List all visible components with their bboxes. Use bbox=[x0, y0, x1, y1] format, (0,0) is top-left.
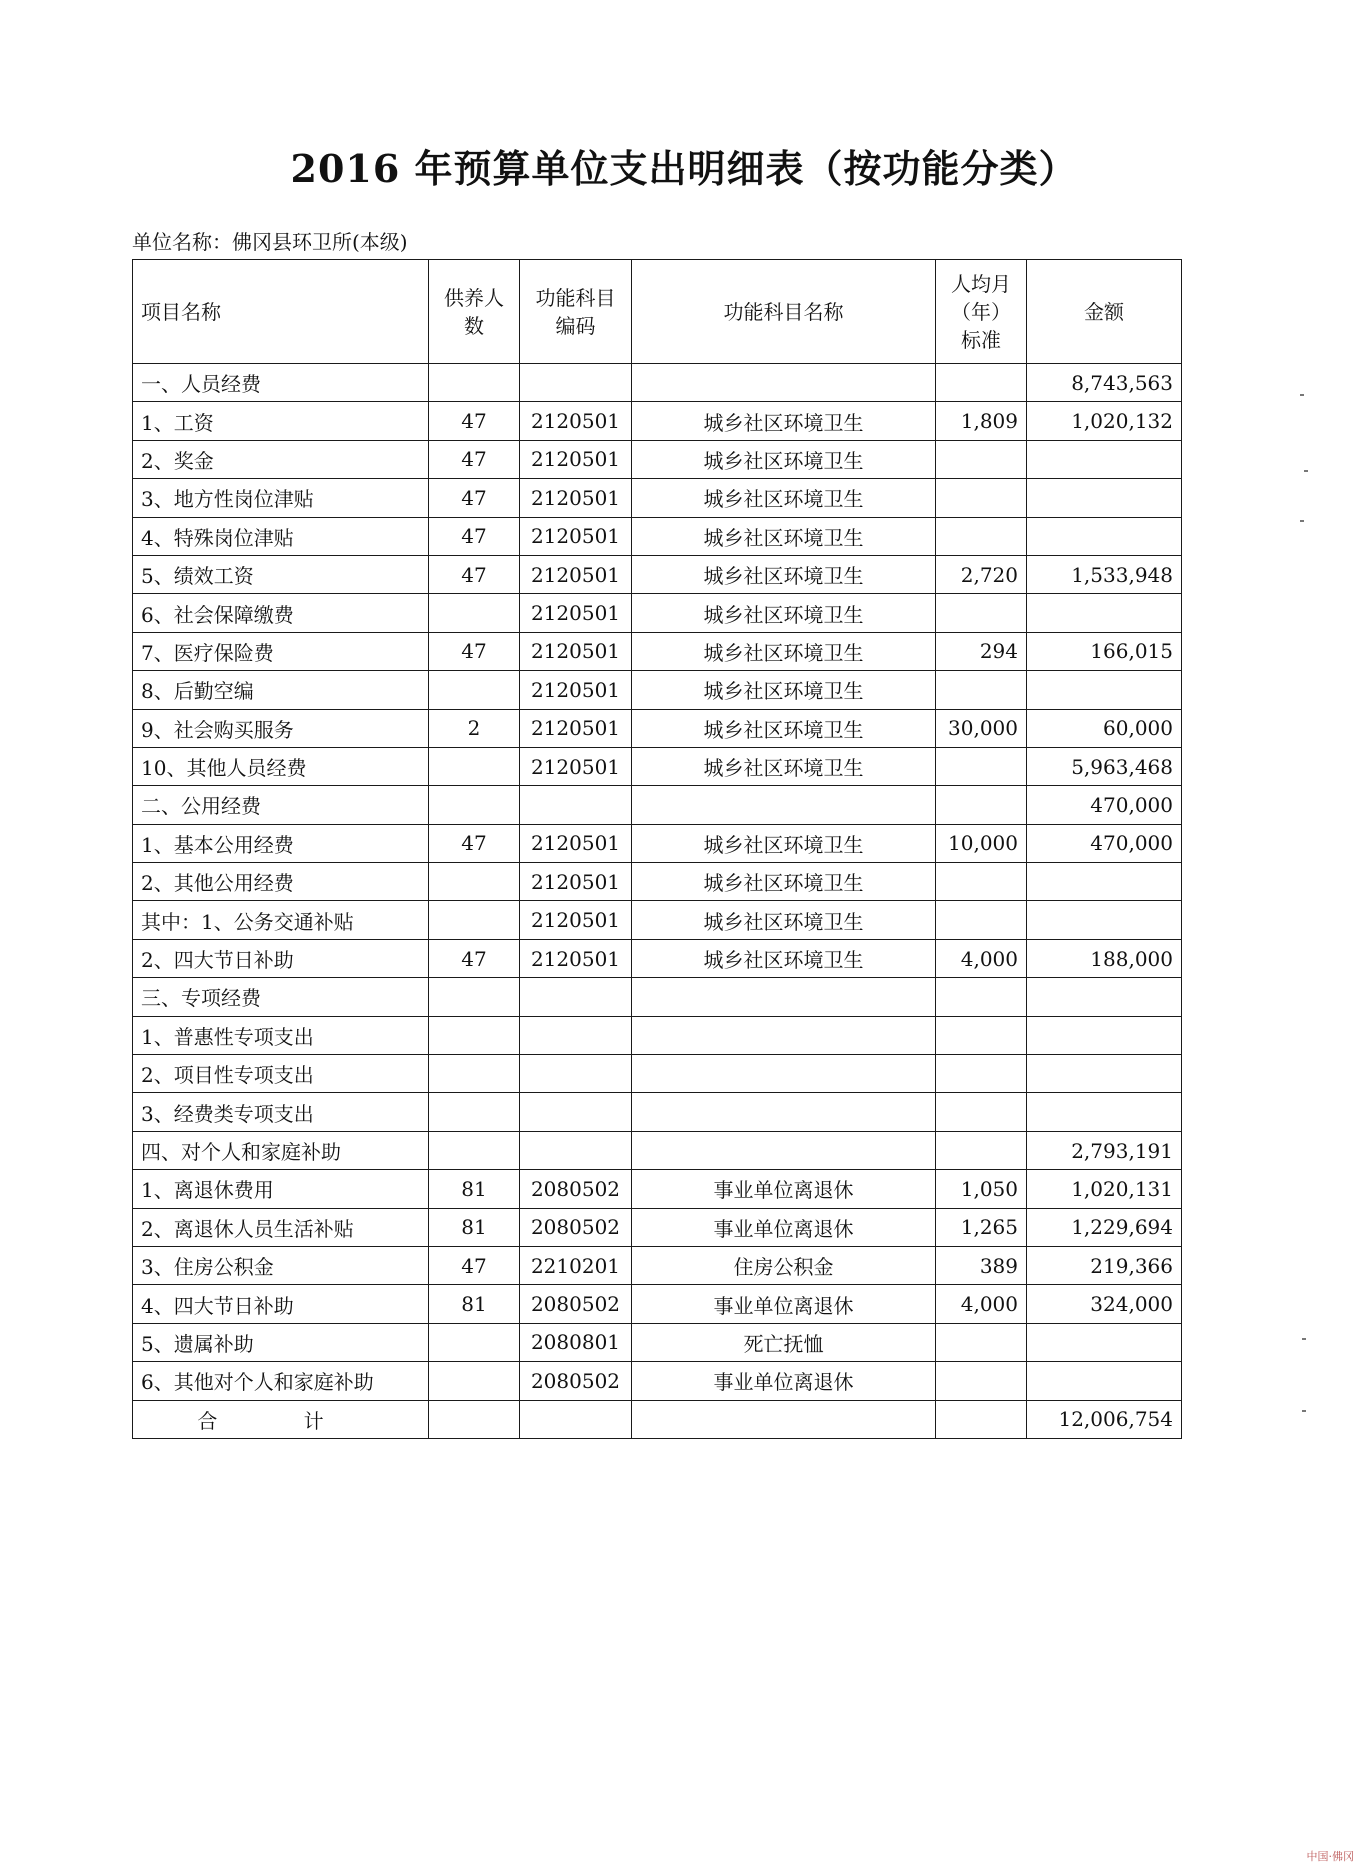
cell-amount bbox=[1027, 440, 1182, 478]
cell-standard bbox=[936, 517, 1027, 555]
cell-people bbox=[429, 747, 520, 785]
cell-func-code: 2120501 bbox=[520, 671, 632, 709]
cell-func-code: 2210201 bbox=[520, 1246, 632, 1284]
total-row bbox=[133, 1400, 1182, 1438]
cell-func-code bbox=[520, 364, 632, 402]
table-row bbox=[133, 1362, 1182, 1400]
cell-func-code: 2120501 bbox=[520, 709, 632, 747]
cell-amount bbox=[1027, 901, 1182, 939]
section-row bbox=[133, 1131, 1182, 1169]
cell-project-name: 4、四大节日补助 bbox=[133, 1285, 429, 1323]
cell-people: 2 bbox=[429, 709, 520, 747]
cell-project-name: 9、社会购买服务 bbox=[133, 709, 429, 747]
cell-amount: 5,963,468 bbox=[1027, 747, 1182, 785]
cell-func-name bbox=[632, 1055, 936, 1093]
cell-project-name: 四、对个人和家庭补助 bbox=[133, 1131, 429, 1169]
table-row bbox=[133, 1170, 1182, 1208]
cell-func-name: 城乡社区环境卫生 bbox=[632, 632, 936, 670]
cell-func-code: 2120501 bbox=[520, 747, 632, 785]
cell-func-code bbox=[520, 1131, 632, 1169]
cell-amount: 1,533,948 bbox=[1027, 555, 1182, 593]
cell-people: 47 bbox=[429, 479, 520, 517]
cell-standard: 30,000 bbox=[936, 709, 1027, 747]
cell-project-name: 10、其他人员经费 bbox=[133, 747, 429, 785]
cell-amount: 470,000 bbox=[1027, 824, 1182, 862]
header-people: 供养人数 bbox=[429, 260, 520, 364]
header-standard: 人均月（年）标准 bbox=[936, 260, 1027, 364]
cell-standard: 389 bbox=[936, 1246, 1027, 1284]
cell-people bbox=[429, 594, 520, 632]
cell-people bbox=[429, 978, 520, 1016]
cell-standard: 10,000 bbox=[936, 824, 1027, 862]
cell-func-name: 城乡社区环境卫生 bbox=[632, 440, 936, 478]
cell-standard: 1,265 bbox=[936, 1208, 1027, 1246]
cell-amount: 2,793,191 bbox=[1027, 1131, 1182, 1169]
cell-standard: 4,000 bbox=[936, 939, 1027, 977]
cell-amount: 1,229,694 bbox=[1027, 1208, 1182, 1246]
cell-func-code: 2080502 bbox=[520, 1208, 632, 1246]
cell-amount bbox=[1027, 594, 1182, 632]
cell-project-name: 8、后勤空编 bbox=[133, 671, 429, 709]
cell-func-name: 城乡社区环境卫生 bbox=[632, 901, 936, 939]
cell-func-name: 城乡社区环境卫生 bbox=[632, 594, 936, 632]
cell-func-name bbox=[632, 1093, 936, 1131]
cell-standard bbox=[936, 1093, 1027, 1131]
cell-people: 47 bbox=[429, 555, 520, 593]
cell-func-name: 城乡社区环境卫生 bbox=[632, 671, 936, 709]
table-header bbox=[133, 260, 1182, 364]
section-row bbox=[133, 978, 1182, 1016]
cell-project-name: 2、其他公用经费 bbox=[133, 863, 429, 901]
header-project-name: 项目名称 bbox=[133, 260, 429, 364]
cell-func-code: 2120501 bbox=[520, 632, 632, 670]
table-row bbox=[133, 863, 1182, 901]
table-row bbox=[133, 479, 1182, 517]
header-amount: 金额 bbox=[1027, 260, 1182, 364]
cell-func-name: 城乡社区环境卫生 bbox=[632, 402, 936, 440]
cell-people: 47 bbox=[429, 1246, 520, 1284]
cell-amount: 470,000 bbox=[1027, 786, 1182, 824]
table-row bbox=[133, 1055, 1182, 1093]
cell-amount bbox=[1027, 671, 1182, 709]
cell-project-name: 3、地方性岗位津贴 bbox=[133, 479, 429, 517]
cell-amount: 324,000 bbox=[1027, 1285, 1182, 1323]
cell-project-name: 3、经费类专项支出 bbox=[133, 1093, 429, 1131]
cell-func-code: 2120501 bbox=[520, 939, 632, 977]
cell-func-name: 城乡社区环境卫生 bbox=[632, 517, 936, 555]
cell-func-code: 2080801 bbox=[520, 1323, 632, 1361]
cell-project-name: 7、医疗保险费 bbox=[133, 632, 429, 670]
cell-project-name: 2、奖金 bbox=[133, 440, 429, 478]
cell-people: 81 bbox=[429, 1170, 520, 1208]
cell-func-name: 事业单位离退休 bbox=[632, 1285, 936, 1323]
total-func bbox=[632, 1400, 936, 1438]
cell-func-code bbox=[520, 786, 632, 824]
cell-standard bbox=[936, 747, 1027, 785]
cell-standard bbox=[936, 1323, 1027, 1361]
cell-people bbox=[429, 1093, 520, 1131]
cell-amount: 166,015 bbox=[1027, 632, 1182, 670]
cell-people bbox=[429, 1016, 520, 1054]
cell-standard bbox=[936, 1131, 1027, 1169]
cell-people bbox=[429, 1055, 520, 1093]
cell-project-name: 4、特殊岗位津贴 bbox=[133, 517, 429, 555]
table-row bbox=[133, 1016, 1182, 1054]
table-row bbox=[133, 671, 1182, 709]
cell-standard bbox=[936, 594, 1027, 632]
cell-func-name bbox=[632, 1016, 936, 1054]
cell-func-code: 2120501 bbox=[520, 517, 632, 555]
table-row bbox=[133, 747, 1182, 785]
cell-project-name: 3、住房公积金 bbox=[133, 1246, 429, 1284]
table-row bbox=[133, 632, 1182, 670]
table-row bbox=[133, 440, 1182, 478]
cell-project-name: 6、其他对个人和家庭补助 bbox=[133, 1362, 429, 1400]
scan-speck bbox=[1302, 1410, 1306, 1412]
cell-func-code bbox=[520, 978, 632, 1016]
cell-standard bbox=[936, 786, 1027, 824]
cell-func-code: 2120501 bbox=[520, 863, 632, 901]
cell-standard: 294 bbox=[936, 632, 1027, 670]
cell-amount bbox=[1027, 1093, 1182, 1131]
unit-name: 佛冈县环卫所(本级) bbox=[232, 230, 408, 254]
cell-project-name: 一、人员经费 bbox=[133, 364, 429, 402]
cell-standard bbox=[936, 1362, 1027, 1400]
header-func-code: 功能科目编码 bbox=[520, 260, 632, 364]
cell-project-name: 5、遗属补助 bbox=[133, 1323, 429, 1361]
cell-func-name bbox=[632, 1131, 936, 1169]
cell-amount: 188,000 bbox=[1027, 939, 1182, 977]
table-footer bbox=[133, 1400, 1182, 1438]
cell-standard bbox=[936, 440, 1027, 478]
cell-func-name bbox=[632, 978, 936, 1016]
cell-people bbox=[429, 364, 520, 402]
cell-amount bbox=[1027, 1362, 1182, 1400]
cell-standard bbox=[936, 1055, 1027, 1093]
cell-standard bbox=[936, 479, 1027, 517]
cell-func-code: 2120501 bbox=[520, 402, 632, 440]
cell-people: 47 bbox=[429, 402, 520, 440]
cell-amount bbox=[1027, 1055, 1182, 1093]
cell-func-name: 事业单位离退休 bbox=[632, 1170, 936, 1208]
cell-amount bbox=[1027, 978, 1182, 1016]
table-row bbox=[133, 901, 1182, 939]
cell-project-name: 1、普惠性专项支出 bbox=[133, 1016, 429, 1054]
cell-func-code: 2080502 bbox=[520, 1285, 632, 1323]
table-row bbox=[133, 1208, 1182, 1246]
cell-project-name: 1、基本公用经费 bbox=[133, 824, 429, 862]
scan-speck bbox=[1300, 520, 1304, 522]
total-label: 合 计 bbox=[133, 1400, 429, 1438]
cell-func-name: 事业单位离退休 bbox=[632, 1208, 936, 1246]
scan-speck bbox=[1302, 1338, 1306, 1340]
cell-standard bbox=[936, 978, 1027, 1016]
table-row bbox=[133, 555, 1182, 593]
header-func-name: 功能科目名称 bbox=[632, 260, 936, 364]
cell-standard bbox=[936, 671, 1027, 709]
cell-standard: 2,720 bbox=[936, 555, 1027, 593]
cell-func-name: 城乡社区环境卫生 bbox=[632, 824, 936, 862]
cell-func-name bbox=[632, 786, 936, 824]
unit-label: 单位名称： bbox=[132, 230, 232, 254]
cell-func-code: 2120501 bbox=[520, 824, 632, 862]
cell-amount bbox=[1027, 479, 1182, 517]
table-row bbox=[133, 824, 1182, 862]
table-row bbox=[133, 1285, 1182, 1323]
cell-project-name: 5、绩效工资 bbox=[133, 555, 429, 593]
cell-people bbox=[429, 1362, 520, 1400]
total-people bbox=[429, 1400, 520, 1438]
budget-table bbox=[132, 259, 1182, 1439]
total-std bbox=[936, 1400, 1027, 1438]
cell-amount bbox=[1027, 1016, 1182, 1054]
cell-func-name: 城乡社区环境卫生 bbox=[632, 939, 936, 977]
table-row bbox=[133, 709, 1182, 747]
document-title: 2016 年预算单位支出明细表（按功能分类） bbox=[290, 146, 1078, 191]
cell-amount bbox=[1027, 517, 1182, 555]
cell-project-name: 二、公用经费 bbox=[133, 786, 429, 824]
cell-project-name: 6、社会保障缴费 bbox=[133, 594, 429, 632]
cell-func-code: 2120501 bbox=[520, 555, 632, 593]
cell-amount: 60,000 bbox=[1027, 709, 1182, 747]
header-row bbox=[133, 260, 1182, 364]
cell-project-name: 1、工资 bbox=[133, 402, 429, 440]
table-body bbox=[133, 364, 1182, 1401]
cell-project-name: 三、专项经费 bbox=[133, 978, 429, 1016]
cell-standard bbox=[936, 863, 1027, 901]
cell-people bbox=[429, 1323, 520, 1361]
section-row bbox=[133, 786, 1182, 824]
cell-amount bbox=[1027, 1323, 1182, 1361]
watermark: 中国·佛冈 bbox=[1306, 1850, 1354, 1863]
cell-standard: 1,809 bbox=[936, 402, 1027, 440]
cell-func-code: 2120501 bbox=[520, 440, 632, 478]
cell-func-name: 城乡社区环境卫生 bbox=[632, 747, 936, 785]
cell-func-name: 城乡社区环境卫生 bbox=[632, 709, 936, 747]
cell-people: 81 bbox=[429, 1285, 520, 1323]
cell-people: 81 bbox=[429, 1208, 520, 1246]
cell-amount bbox=[1027, 863, 1182, 901]
cell-func-code: 2120501 bbox=[520, 901, 632, 939]
cell-standard: 1,050 bbox=[936, 1170, 1027, 1208]
cell-func-code: 2080502 bbox=[520, 1362, 632, 1400]
cell-func-code: 2120501 bbox=[520, 594, 632, 632]
cell-func-code bbox=[520, 1055, 632, 1093]
cell-project-name: 1、离退休费用 bbox=[133, 1170, 429, 1208]
cell-people bbox=[429, 671, 520, 709]
cell-people bbox=[429, 786, 520, 824]
cell-amount: 1,020,132 bbox=[1027, 402, 1182, 440]
table-row bbox=[133, 594, 1182, 632]
cell-func-name: 住房公积金 bbox=[632, 1246, 936, 1284]
total-code bbox=[520, 1400, 632, 1438]
cell-func-code: 2080502 bbox=[520, 1170, 632, 1208]
cell-people: 47 bbox=[429, 440, 520, 478]
cell-people: 47 bbox=[429, 632, 520, 670]
table-row bbox=[133, 517, 1182, 555]
cell-func-name: 事业单位离退休 bbox=[632, 1362, 936, 1400]
cell-project-name: 2、四大节日补助 bbox=[133, 939, 429, 977]
unit-line bbox=[132, 226, 408, 255]
cell-func-name: 城乡社区环境卫生 bbox=[632, 863, 936, 901]
table-row bbox=[133, 1246, 1182, 1284]
scan-speck bbox=[1304, 470, 1308, 472]
table-row bbox=[133, 402, 1182, 440]
cell-standard bbox=[936, 901, 1027, 939]
cell-people bbox=[429, 863, 520, 901]
cell-amount: 8,743,563 bbox=[1027, 364, 1182, 402]
cell-project-name: 2、项目性专项支出 bbox=[133, 1055, 429, 1093]
cell-project-name: 其中：1、公务交通补贴 bbox=[133, 901, 429, 939]
table-row bbox=[133, 1093, 1182, 1131]
cell-standard: 4,000 bbox=[936, 1285, 1027, 1323]
scan-speck bbox=[1300, 394, 1304, 396]
cell-func-name: 城乡社区环境卫生 bbox=[632, 479, 936, 517]
cell-amount: 219,366 bbox=[1027, 1246, 1182, 1284]
cell-func-name bbox=[632, 364, 936, 402]
cell-people bbox=[429, 901, 520, 939]
cell-people: 47 bbox=[429, 824, 520, 862]
cell-standard bbox=[936, 1016, 1027, 1054]
cell-func-name: 城乡社区环境卫生 bbox=[632, 555, 936, 593]
total-amount: 12,006,754 bbox=[1027, 1400, 1182, 1438]
cell-standard bbox=[936, 364, 1027, 402]
cell-project-name: 2、离退休人员生活补贴 bbox=[133, 1208, 429, 1246]
cell-func-code: 2120501 bbox=[520, 479, 632, 517]
cell-people bbox=[429, 1131, 520, 1169]
cell-func-code bbox=[520, 1093, 632, 1131]
section-row bbox=[133, 364, 1182, 402]
table-row bbox=[133, 939, 1182, 977]
cell-func-code bbox=[520, 1016, 632, 1054]
cell-func-name: 死亡抚恤 bbox=[632, 1323, 936, 1361]
table-row bbox=[133, 1323, 1182, 1361]
cell-amount: 1,020,131 bbox=[1027, 1170, 1182, 1208]
cell-people: 47 bbox=[429, 517, 520, 555]
cell-people: 47 bbox=[429, 939, 520, 977]
